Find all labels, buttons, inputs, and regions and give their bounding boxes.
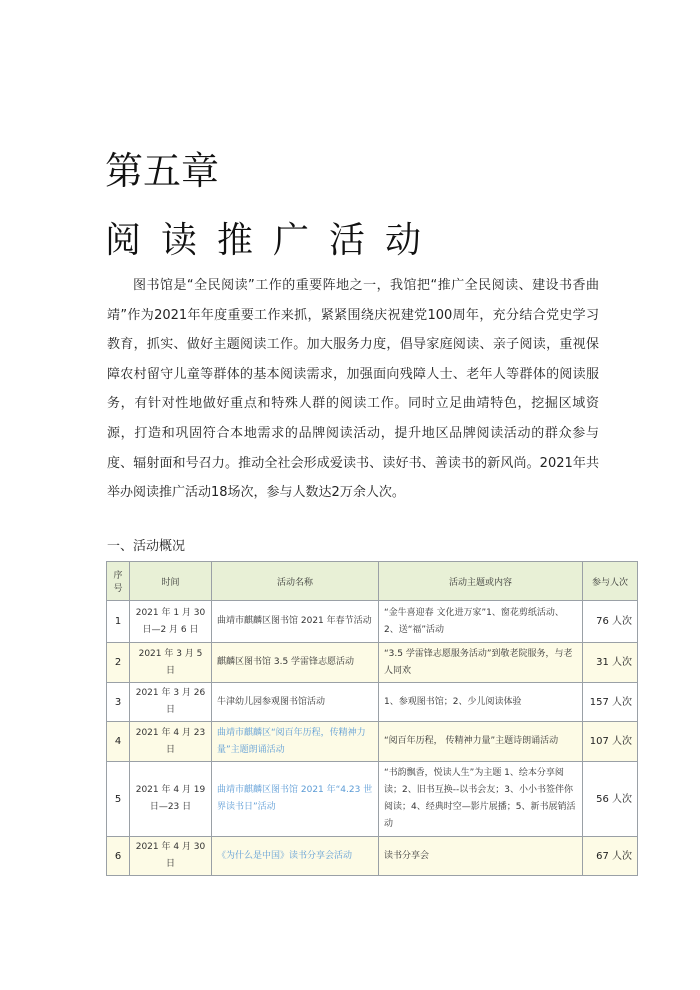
intro-paragraph: 图书馆是“全民阅读”工作的重要阵地之一，我馆把“推广全民阅读、建设书香曲靖”作为2021年年度重要工作来抓，紧紧围绕庆祝建党100周年，充分结合党史学习教育，抓实、做好主题阅读工作。加大服务力度，倡导家庭阅读、亲子阅读，重视保障农村留守儿童等群体的基本阅读需求，加强面向残障人士、老年人等群体的阅读服务，有针对性地做好重点和特殊人群的阅读工作。同时立足曲靖特色，挖掘区域资源，打造和巩固符合本地需求的品牌阅读活动，提升地区品牌阅读活动的群众参与度、辐射面和号召力。推动全社会形成爱读书、读好书、善读书的新风尚。2021年共举办阅读推广活动18场次，参与人数达2万余人次。	[107, 278, 599, 501]
cell-date: 2021 年 4 月 23 日	[130, 722, 212, 762]
cell-date: 2021 年 3 月 5 日	[130, 643, 212, 683]
table-row	[107, 722, 638, 762]
table-header-row	[107, 562, 638, 601]
cell-theme: 读书分享会	[379, 837, 583, 876]
cell-seq: 4	[107, 722, 130, 762]
cell-name: 牛津幼儿园参观图书馆活动	[212, 683, 379, 722]
section-heading: 一、活动概况	[107, 539, 186, 554]
chapter-heading: 第五章	[105, 149, 220, 193]
cell-date: 2021 年 4 月 19 日—23 日	[130, 762, 212, 837]
cell-seq: 3	[107, 683, 130, 722]
cell-count: 157 人次	[583, 683, 638, 722]
cell-count: 76 人次	[583, 601, 638, 643]
activity-table	[106, 561, 638, 876]
table-row	[107, 762, 638, 837]
header-name: 活动名称	[212, 562, 379, 601]
table-row	[107, 683, 638, 722]
cell-count: 56 人次	[583, 762, 638, 837]
header-seq: 序号	[107, 562, 130, 601]
cell-name: 曲靖市麒麟区“阅百年历程，传精神力量”主题朗诵活动	[212, 722, 379, 762]
header-date: 时间	[130, 562, 212, 601]
cell-count: 67 人次	[583, 837, 638, 876]
cell-theme: “3.5 学雷锋志愿服务活动”到敬老院服务，与老人同欢	[379, 643, 583, 683]
cell-theme: “书韵飘香，悦读人生”为主题 1、绘本分享阅读；2、旧书互换--以书会友；3、小小书签伴你阅读；4、经典时空—影片展播；5、新书展销活动	[379, 762, 583, 837]
cell-count: 31 人次	[583, 643, 638, 683]
table-row	[107, 601, 638, 643]
header-count: 参与人次	[583, 562, 638, 601]
cell-theme: “阅百年历程， 传精神力量”主题诗朗诵活动	[379, 722, 583, 762]
cell-seq: 2	[107, 643, 130, 683]
cell-count: 107 人次	[583, 722, 638, 762]
cell-date: 2021 年 4 月 30 日	[130, 837, 212, 876]
cell-date: 2021 年 1 月 30 日—2 月 6 日	[130, 601, 212, 643]
cell-seq: 5	[107, 762, 130, 837]
cell-name: 曲靖市麒麟区图书馆 2021 年“4.23 世界读书日”活动	[212, 762, 379, 837]
cell-name: 麒麟区图书馆 3.5 学雷锋志愿活动	[212, 643, 379, 683]
cell-seq: 1	[107, 601, 130, 643]
cell-date: 2021 年 3 月 26 日	[130, 683, 212, 722]
cell-seq: 6	[107, 837, 130, 876]
page-title: 阅读推广活动	[105, 220, 442, 261]
cell-theme: “金牛喜迎春 文化进万家”1、窗花剪纸活动、2、送“福”活动	[379, 601, 583, 643]
table-row	[107, 643, 638, 683]
table-row	[107, 837, 638, 876]
cell-theme: 1、参观图书馆；2、少儿阅读体验	[379, 683, 583, 722]
cell-name: 曲靖市麒麟区图书馆 2021 年春节活动	[212, 601, 379, 643]
cell-name: 《为什么是中国》读书分享会活动	[212, 837, 379, 876]
header-theme: 活动主题或内容	[379, 562, 583, 601]
